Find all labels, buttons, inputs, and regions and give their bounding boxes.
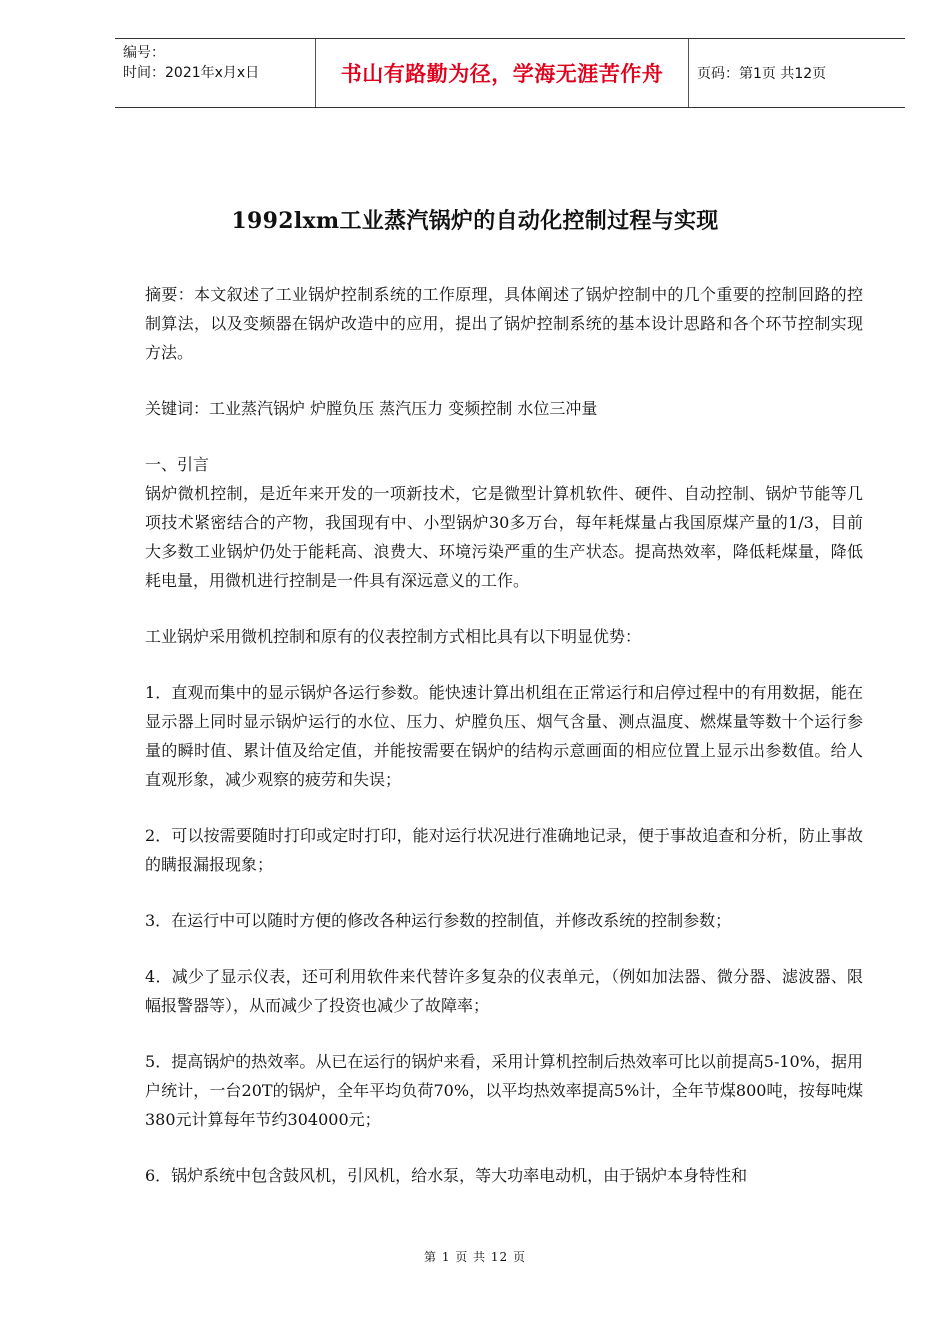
advantage-item-3: 3．在运行中可以随时方便的修改各种运行参数的控制值，并修改系统的控制参数； xyxy=(145,911,732,930)
advantage-item-4: 4．减少了显示仪表，还可利用软件来代替许多复杂的仪表单元，（例如加法器、微分器、滤波器、限幅报警器等），从而减少了投资也减少了故障率； xyxy=(145,967,863,1015)
header-page-info: 页码：第1页 共12页 xyxy=(697,66,827,82)
section-heading: 一、引言 xyxy=(145,455,210,474)
header-motto: 书山有路勤为径，学海无涯苦作舟 xyxy=(315,39,689,107)
abstract-paragraph: 摘要：本文叙述了工业锅炉控制系统的工作原理，具体阐述了锅炉控制中的几个重要的控制回路的控制算法，以及变频器在锅炉改造中的应用，提出了锅炉控制系统的基本设计思路和各个环节控制实现方法。 xyxy=(145,285,863,362)
advantage-item-5: 5．提高锅炉的热效率。从已在运行的锅炉来看，采用计算机控制后热效率可比以前提高5-10%，据用户统计，一台20T的锅炉，全年平均负荷70%，以平均热效率提高5%计，全年节煤800吨，按每吨煤380元计算每年节约304000元； xyxy=(145,1052,863,1129)
document-number-label: 编号： xyxy=(123,45,165,61)
advantages-intro-paragraph: 工业锅炉采用微机控制和原有的仪表控制方式相比具有以下明显优势： xyxy=(145,627,642,646)
page-footer: 第 1 页 共 12 页 xyxy=(424,1250,526,1264)
document-title: 1992lxm工业蒸汽锅炉的自动化控制过程与实现 xyxy=(231,208,719,234)
page-header xyxy=(115,38,905,108)
header-meta xyxy=(115,39,315,107)
document-time-label: 时间：2021年x月x日 xyxy=(123,65,260,81)
advantage-item-6: 6．锅炉系统中包含鼓风机，引风机，给水泵，等大功率电动机，由于锅炉本身特性和 xyxy=(145,1166,748,1185)
advantage-item-2: 2．可以按需要随时打印或定时打印，能对运行状况进行准确地记录，便于事故追查和分析，防止事故的瞒报漏报现象； xyxy=(145,826,863,874)
advantage-item-1: 1．直观而集中的显示锅炉各运行参数。能快速计算出机组在正常运行和启停过程中的有用数据，能在显示器上同时显示锅炉运行的水位、压力、炉膛负压、烟气含量、测点温度、燃煤量等数十个运行参量的瞬时值、累计值及给定值，并能按需要在锅炉的结构示意画面的相应位置上显示出参数值。给人直观形象，减少观察的疲劳和失误； xyxy=(145,683,863,789)
keywords-paragraph: 关键词：工业蒸汽锅炉 炉膛负压 蒸汽压力 变频控制 水位三冲量 xyxy=(145,399,598,418)
intro-paragraph: 锅炉微机控制，是近年来开发的一项新技术，它是微型计算机软件、硬件、自动控制、锅炉节能等几项技术紧密结合的产物，我国现有中、小型锅炉30多万台，每年耗煤量占我国原煤产量的1/3，目前大多数工业锅炉仍处于能耗高、浪费大、环境污染严重的生产状态。提高热效率，降低耗煤量，降低耗电量，用微机进行控制是一件具有深远意义的工作。 xyxy=(145,484,863,590)
document-body xyxy=(145,280,863,1190)
